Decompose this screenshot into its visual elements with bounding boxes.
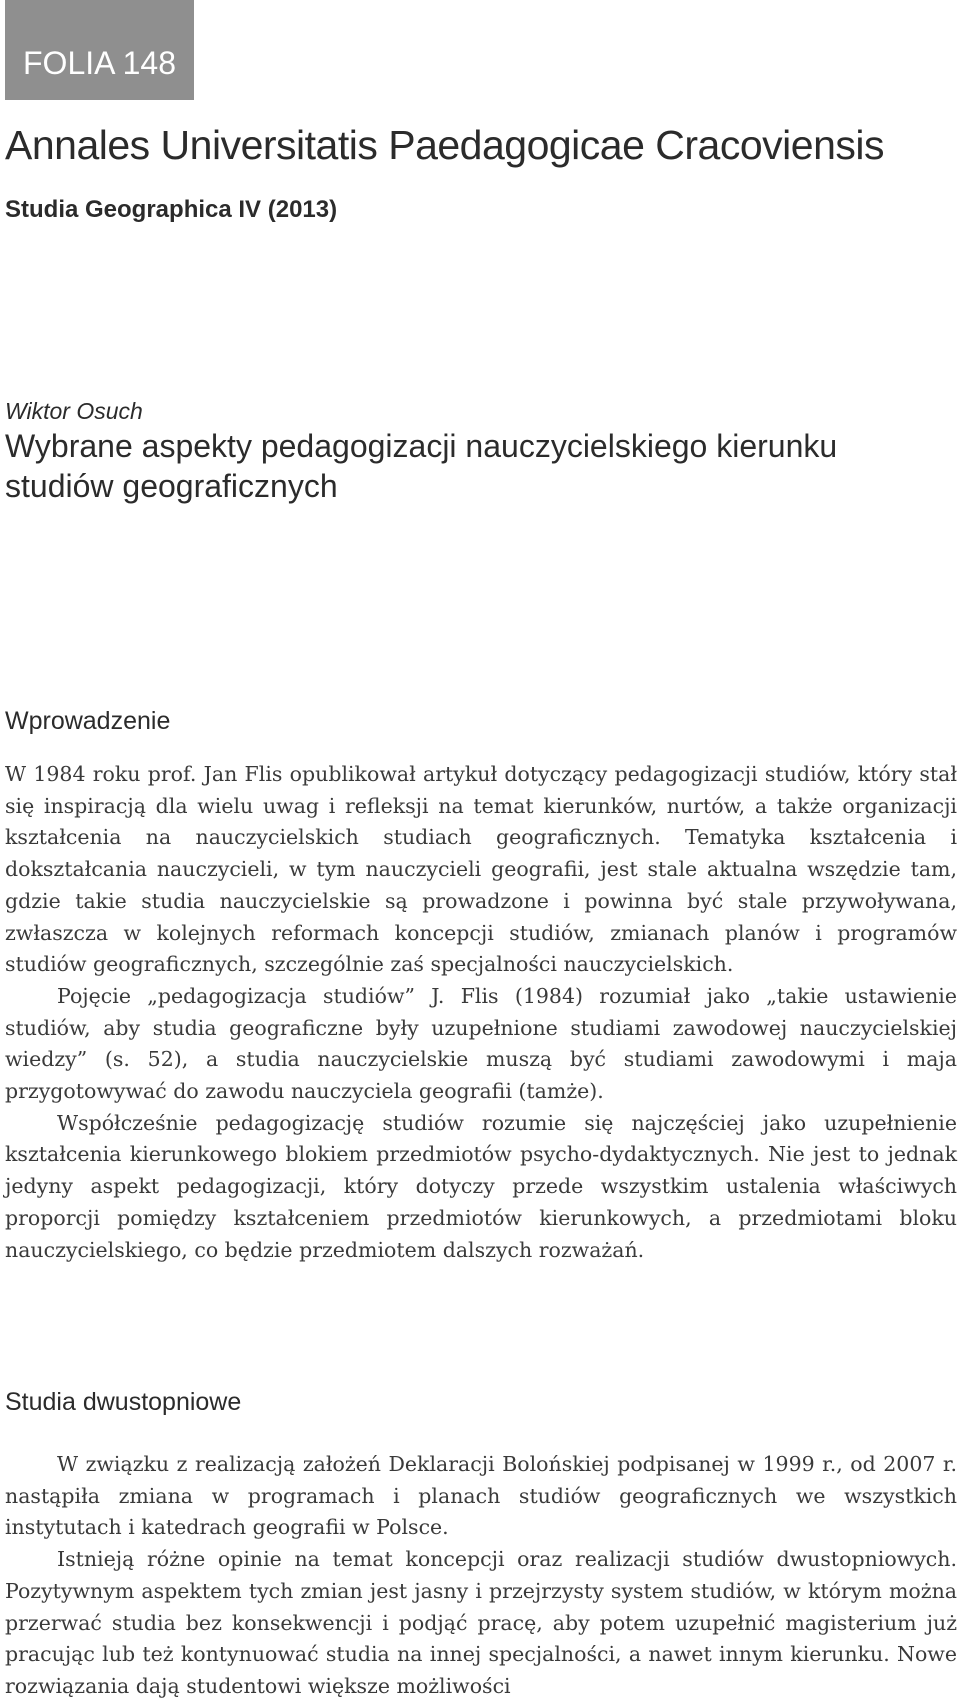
journal-title: Annales Universitatis Paedagogicae Cracoviensis	[5, 122, 884, 168]
section-body-two-cycle-studies	[5, 1449, 957, 1703]
paragraph: W związku z realizacją założeń Deklaracji Bolońskiej podpisanej w 1999 r., od 2007 r. nastąpiła zmiana w programach i planach studiów geograficznych we wszystkich instytutach i katedrach geografii w Polsce.	[5, 1452, 957, 1540]
paragraph: Istnieją różne opinie na temat koncepcji oraz realizacji studiów dwustopniowych. Pozytywnym aspektem tych zmian jest jasny i przejrzysty system studiów, w którym można przerwać studia bez konsekwencji i podjąć pracę, aby potem uzupełnić magisterium już pracując lub też kontynuować studia na innej specjalności, a nawet innym kierunku. Nowe rozwiązania dają studentowi większe możliwości	[5, 1547, 957, 1698]
article-title: Wybrane aspekty pedagogizacji nauczycielskiego kierunku studiów geograficznych	[5, 428, 838, 504]
section-heading-introduction: Wprowadzenie	[5, 707, 171, 735]
section-heading-two-cycle-studies: Studia dwustopniowe	[5, 1388, 242, 1416]
folia-label: FOLIA 148	[23, 45, 176, 81]
journal-subtitle: Studia Geographica IV (2013)	[5, 196, 338, 223]
section-body-introduction	[5, 759, 957, 1266]
article-author: Wiktor Osuch	[5, 398, 143, 424]
folia-badge	[5, 0, 194, 100]
paragraph: Współcześnie pedagogizację studiów rozumie się najczęściej jako uzupełnienie kształcenia kierunkowego blokiem przedmiotów psycho-dydaktycznych. Nie jest to jednak jedyny aspekt pedagogizacji, który dotyczy przede wszystkim ustalenia właściwych proporcji pomiędzy kształceniem przedmiotów kierunkowych, a przedmiotami bloku nauczycielskiego, co będzie przedmiotem dalszych rozważań.	[5, 1110, 957, 1262]
paragraph: W 1984 roku prof. Jan Flis opublikował artykuł dotyczący pedagogizacji studiów, który stał się inspiracją dla wielu uwag i refleksji na temat kierunków, nurtów, a także organizacji kształcenia na nauczycielskich studiach geograficznych. Tematyka kształcenia i dokształcania nauczycieli, w tym nauczycieli geografii, jest stale aktualna wszędzie tam, gdzie takie studia nauczycielskie są prowadzone i powinna być stale przywoływana, zwłaszcza w kolejnych reformach koncepcji studiów, zmianach planów i programów studiów geograficznych, szczególnie zaś specjalności nauczycielskich.	[5, 762, 957, 977]
paragraph: Pojęcie „pedagogizacja studiów” J. Flis (1984) rozumiał jako „takie ustawienie studiów, aby studia geograficzne były uzupełnione studiami zawodowej nauczycielskiej wiedzy” (s. 52), a studia nauczycielskie muszą być studiami zawodowymi i maja przygotowywać do zawodu nauczyciela geografii (tamże).	[5, 983, 957, 1104]
